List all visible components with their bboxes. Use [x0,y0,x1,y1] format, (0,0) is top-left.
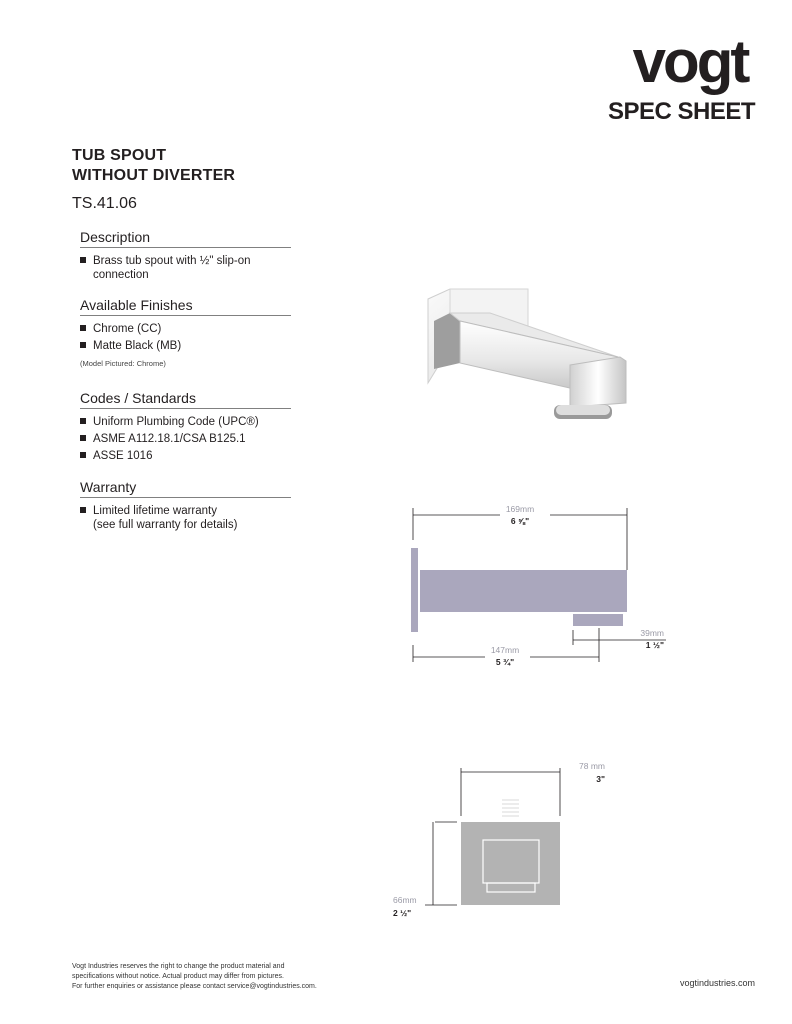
list-item: Uniform Plumbing Code (UPC®) [80,415,291,429]
bullet-icon [80,452,86,458]
list-item: (see full warranty for details) [93,519,238,531]
spout-body-shape [420,570,627,612]
model-number: TS.41.06 [72,195,137,212]
list-item: Brass tub spout with ½" slip-on connection [80,254,291,282]
overall-length-mm: 169mm [505,504,535,514]
footer-website-link[interactable]: vogtindustries.com [679,978,755,988]
product-title-line1: TUB SPOUT [72,147,167,164]
spec-sheet-title: SPEC SHEET [607,98,755,125]
reach-mm: 147mm [490,645,520,655]
bullet-icon [80,257,86,263]
side-view-drawing [400,500,680,675]
height-mm: 66mm [393,895,417,905]
height-in: 2 ½" [393,908,412,918]
codes-section [80,390,291,466]
overall-length-in: 6 ⅝" [510,516,530,526]
list-item: Matte Black (MB) [80,339,291,353]
codes-heading: Codes / Standards [80,390,291,409]
warranty-section [80,479,291,535]
outlet-shape [573,614,623,626]
outlet-in: 1 ½" [645,640,664,650]
bullet-icon [80,435,86,441]
hatch-mark [502,800,519,816]
wall-plate-shape [411,548,418,632]
description-section [80,229,291,285]
list-item: ASME A112.18.1/CSA B125.1 [80,432,291,446]
width-in: 3" [596,774,605,784]
product-title-line2: WITHOUT DIVERTER [72,167,236,184]
description-heading: Description [80,229,291,248]
bullet-icon [80,418,86,424]
reach-in: 5 ¾" [495,657,515,667]
product-title [72,146,332,186]
bullet-icon [80,325,86,331]
brand-text: vogt [632,30,748,95]
bullet-icon [80,507,86,513]
vogt-logo [620,30,760,98]
front-view-drawing [385,760,635,925]
warranty-heading: Warranty [80,479,291,498]
bullet-icon [80,342,86,348]
list-item: Limited lifetime warranty [80,504,291,518]
model-pictured-note: (Model Pictured: Chrome) [80,359,166,368]
width-mm: 78 mm [579,761,605,771]
outlet-mm: 39mm [640,628,664,638]
list-item: Chrome (CC) [80,322,291,336]
finishes-heading: Available Finishes [80,297,291,316]
footer-disclaimer: Vogt Industries reserves the right to change the product material and specifications without notice. Actual product may differ from pictures. For further enquiries or assistance please contact service@vogtindustries.com. [72,963,317,990]
finishes-section [80,297,291,368]
product-photo [420,285,640,425]
list-item: ASSE 1016 [80,449,291,463]
